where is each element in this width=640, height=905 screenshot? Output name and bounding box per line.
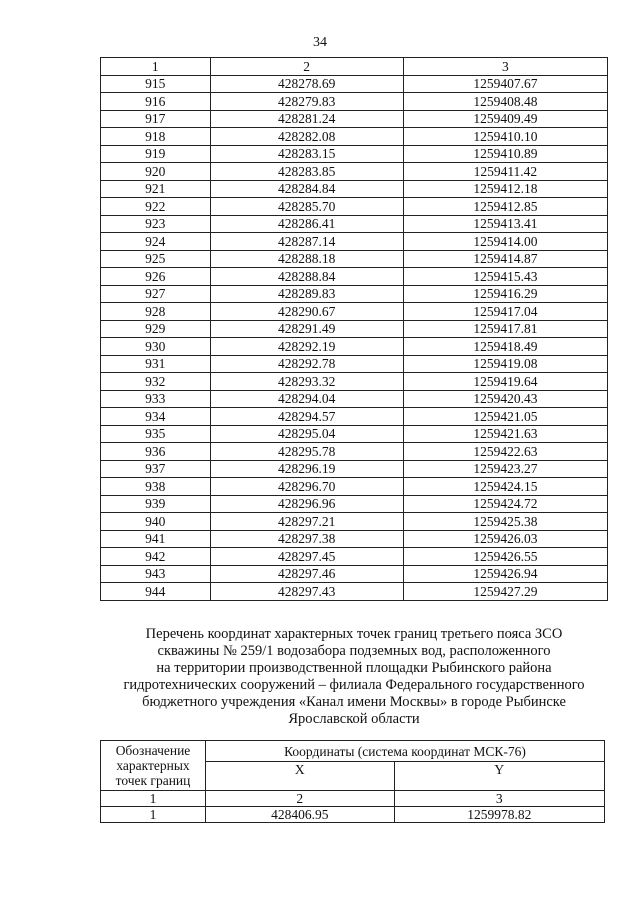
table-row <box>101 565 608 583</box>
point-number: 917 <box>101 110 211 128</box>
y-value: 1259414.87 <box>403 250 607 268</box>
table-row <box>101 425 608 443</box>
y-value: 1259412.85 <box>403 198 607 216</box>
x-value: 428279.83 <box>210 93 403 111</box>
coordinates-table-body <box>101 75 608 600</box>
y-value: 1259425.38 <box>403 513 607 531</box>
table-row <box>101 495 608 513</box>
point-number: 936 <box>101 443 211 461</box>
table-row <box>101 373 608 391</box>
y-value: 1259424.72 <box>403 495 607 513</box>
x-value: 428292.19 <box>210 338 403 356</box>
point-number: 942 <box>101 548 211 566</box>
x-value: 428281.24 <box>210 110 403 128</box>
x-value: 428283.15 <box>210 145 403 163</box>
x-value: 428296.70 <box>210 478 403 496</box>
table-row <box>101 355 608 373</box>
x-value: 428285.70 <box>210 198 403 216</box>
y-value: 1259414.00 <box>403 233 607 251</box>
y-value: 1259409.49 <box>403 110 607 128</box>
x-value: 428297.43 <box>210 583 403 601</box>
table-header-row <box>101 741 605 762</box>
point-number: 934 <box>101 408 211 426</box>
point-number: 935 <box>101 425 211 443</box>
table-row <box>101 110 608 128</box>
y-value: 1259413.41 <box>403 215 607 233</box>
table-header-row <box>101 58 608 76</box>
x-value: 428293.32 <box>210 373 403 391</box>
table-caption <box>100 626 608 728</box>
point-number: 924 <box>101 233 211 251</box>
point-number: 916 <box>101 93 211 111</box>
point-number: 933 <box>101 390 211 408</box>
point-number: 923 <box>101 215 211 233</box>
table-row <box>101 250 608 268</box>
table-row <box>101 145 608 163</box>
point-number: 939 <box>101 495 211 513</box>
y-value: 1259421.05 <box>403 408 607 426</box>
points-header: Обозначение характерных точек границ <box>101 741 206 791</box>
y-value: 1259420.43 <box>403 390 607 408</box>
point-number: 930 <box>101 338 211 356</box>
x-value: 428288.18 <box>210 250 403 268</box>
point-number: 937 <box>101 460 211 478</box>
table-row <box>101 807 605 823</box>
y-value: 1259417.04 <box>403 303 607 321</box>
table-row <box>101 460 608 478</box>
x-value: 428290.67 <box>210 303 403 321</box>
table-row <box>101 128 608 146</box>
point-number: 922 <box>101 198 211 216</box>
coordinates-table <box>100 57 608 601</box>
table-row <box>101 513 608 531</box>
y-value: 1259415.43 <box>403 268 607 286</box>
column-number-1: 1 <box>101 791 206 807</box>
x-value: 428297.46 <box>210 565 403 583</box>
point-number: 926 <box>101 268 211 286</box>
table-row <box>101 583 608 601</box>
y-value: 1259408.48 <box>403 93 607 111</box>
y-value: 1259423.27 <box>403 460 607 478</box>
x-value: 428278.69 <box>210 75 403 93</box>
y-value: 1259411.42 <box>403 163 607 181</box>
table-row <box>101 93 608 111</box>
column-header-2: 2 <box>210 58 403 76</box>
table-row <box>101 408 608 426</box>
boundary-points-table <box>100 740 605 823</box>
column-numbers-row <box>101 791 605 807</box>
table-row <box>101 233 608 251</box>
column-header-1: 1 <box>101 58 211 76</box>
y-value: 1259424.15 <box>403 478 607 496</box>
table-row <box>101 390 608 408</box>
point-number: 944 <box>101 583 211 601</box>
table-row <box>101 268 608 286</box>
y-value: 1259426.55 <box>403 548 607 566</box>
x-value: 428296.19 <box>210 460 403 478</box>
point-number: 925 <box>101 250 211 268</box>
y-value: 1259416.29 <box>403 285 607 303</box>
point-number: 932 <box>101 373 211 391</box>
coordinates-header: Координаты (система координат МСК-76) <box>206 741 605 762</box>
point-number: 920 <box>101 163 211 181</box>
x-value: 428282.08 <box>210 128 403 146</box>
point-number: 928 <box>101 303 211 321</box>
x-value: 428296.96 <box>210 495 403 513</box>
y-value: 1259410.10 <box>403 128 607 146</box>
x-header: X <box>206 762 395 791</box>
x-value: 428283.85 <box>210 163 403 181</box>
y-value: 1259426.03 <box>403 530 607 548</box>
column-header-3: 3 <box>403 58 607 76</box>
x-value: 428297.21 <box>210 513 403 531</box>
point-number: 927 <box>101 285 211 303</box>
x-value: 428286.41 <box>210 215 403 233</box>
table-row <box>101 443 608 461</box>
point-number: 1 <box>101 807 206 823</box>
x-value: 428297.45 <box>210 548 403 566</box>
caption-line: Перечень координат характерных точек границ третьего пояса ЗСО <box>145 626 563 642</box>
table-row <box>101 198 608 216</box>
x-value: 428294.04 <box>210 390 403 408</box>
point-number: 915 <box>101 75 211 93</box>
table-row <box>101 180 608 198</box>
table-row <box>101 163 608 181</box>
y-header: Y <box>394 762 604 791</box>
y-value: 1259978.82 <box>394 807 604 823</box>
y-value: 1259419.08 <box>403 355 607 373</box>
caption-line: Ярославской области <box>288 711 420 727</box>
x-value: 428291.49 <box>210 320 403 338</box>
table-row <box>101 530 608 548</box>
table-row <box>101 285 608 303</box>
x-value: 428297.38 <box>210 530 403 548</box>
table-row <box>101 320 608 338</box>
point-number: 919 <box>101 145 211 163</box>
x-value: 428289.83 <box>210 285 403 303</box>
x-value: 428288.84 <box>210 268 403 286</box>
x-value: 428294.57 <box>210 408 403 426</box>
column-number-3: 3 <box>394 791 604 807</box>
y-value: 1259410.89 <box>403 145 607 163</box>
table-row <box>101 548 608 566</box>
table-row <box>101 338 608 356</box>
column-number-2: 2 <box>206 791 395 807</box>
table-row <box>101 215 608 233</box>
y-value: 1259426.94 <box>403 565 607 583</box>
table-row <box>101 303 608 321</box>
y-value: 1259427.29 <box>403 583 607 601</box>
y-value: 1259407.67 <box>403 75 607 93</box>
y-value: 1259422.63 <box>403 443 607 461</box>
x-value: 428287.14 <box>210 233 403 251</box>
table-row <box>101 478 608 496</box>
caption-line: на территории производственной площадки Рыбинского района <box>156 660 552 676</box>
point-number: 921 <box>101 180 211 198</box>
y-value: 1259417.81 <box>403 320 607 338</box>
point-number: 941 <box>101 530 211 548</box>
x-value: 428406.95 <box>206 807 395 823</box>
caption-line: скважины № 259/1 водозабора подземных вод, расположенного <box>157 643 551 659</box>
x-value: 428295.78 <box>210 443 403 461</box>
point-number: 929 <box>101 320 211 338</box>
caption-line: бюджетного учреждения «Канал имени Москвы» в городе Рыбинске <box>142 694 566 710</box>
y-value: 1259412.18 <box>403 180 607 198</box>
table-row <box>101 75 608 93</box>
point-number: 931 <box>101 355 211 373</box>
y-value: 1259418.49 <box>403 338 607 356</box>
caption-line: гидротехнических сооружений – филиала Федерального государственного <box>123 677 585 693</box>
y-value: 1259419.64 <box>403 373 607 391</box>
x-value: 428292.78 <box>210 355 403 373</box>
point-number: 940 <box>101 513 211 531</box>
point-number: 938 <box>101 478 211 496</box>
point-number: 943 <box>101 565 211 583</box>
point-number: 918 <box>101 128 211 146</box>
x-value: 428284.84 <box>210 180 403 198</box>
y-value: 1259421.63 <box>403 425 607 443</box>
page-number: 34 <box>313 35 327 50</box>
x-value: 428295.04 <box>210 425 403 443</box>
